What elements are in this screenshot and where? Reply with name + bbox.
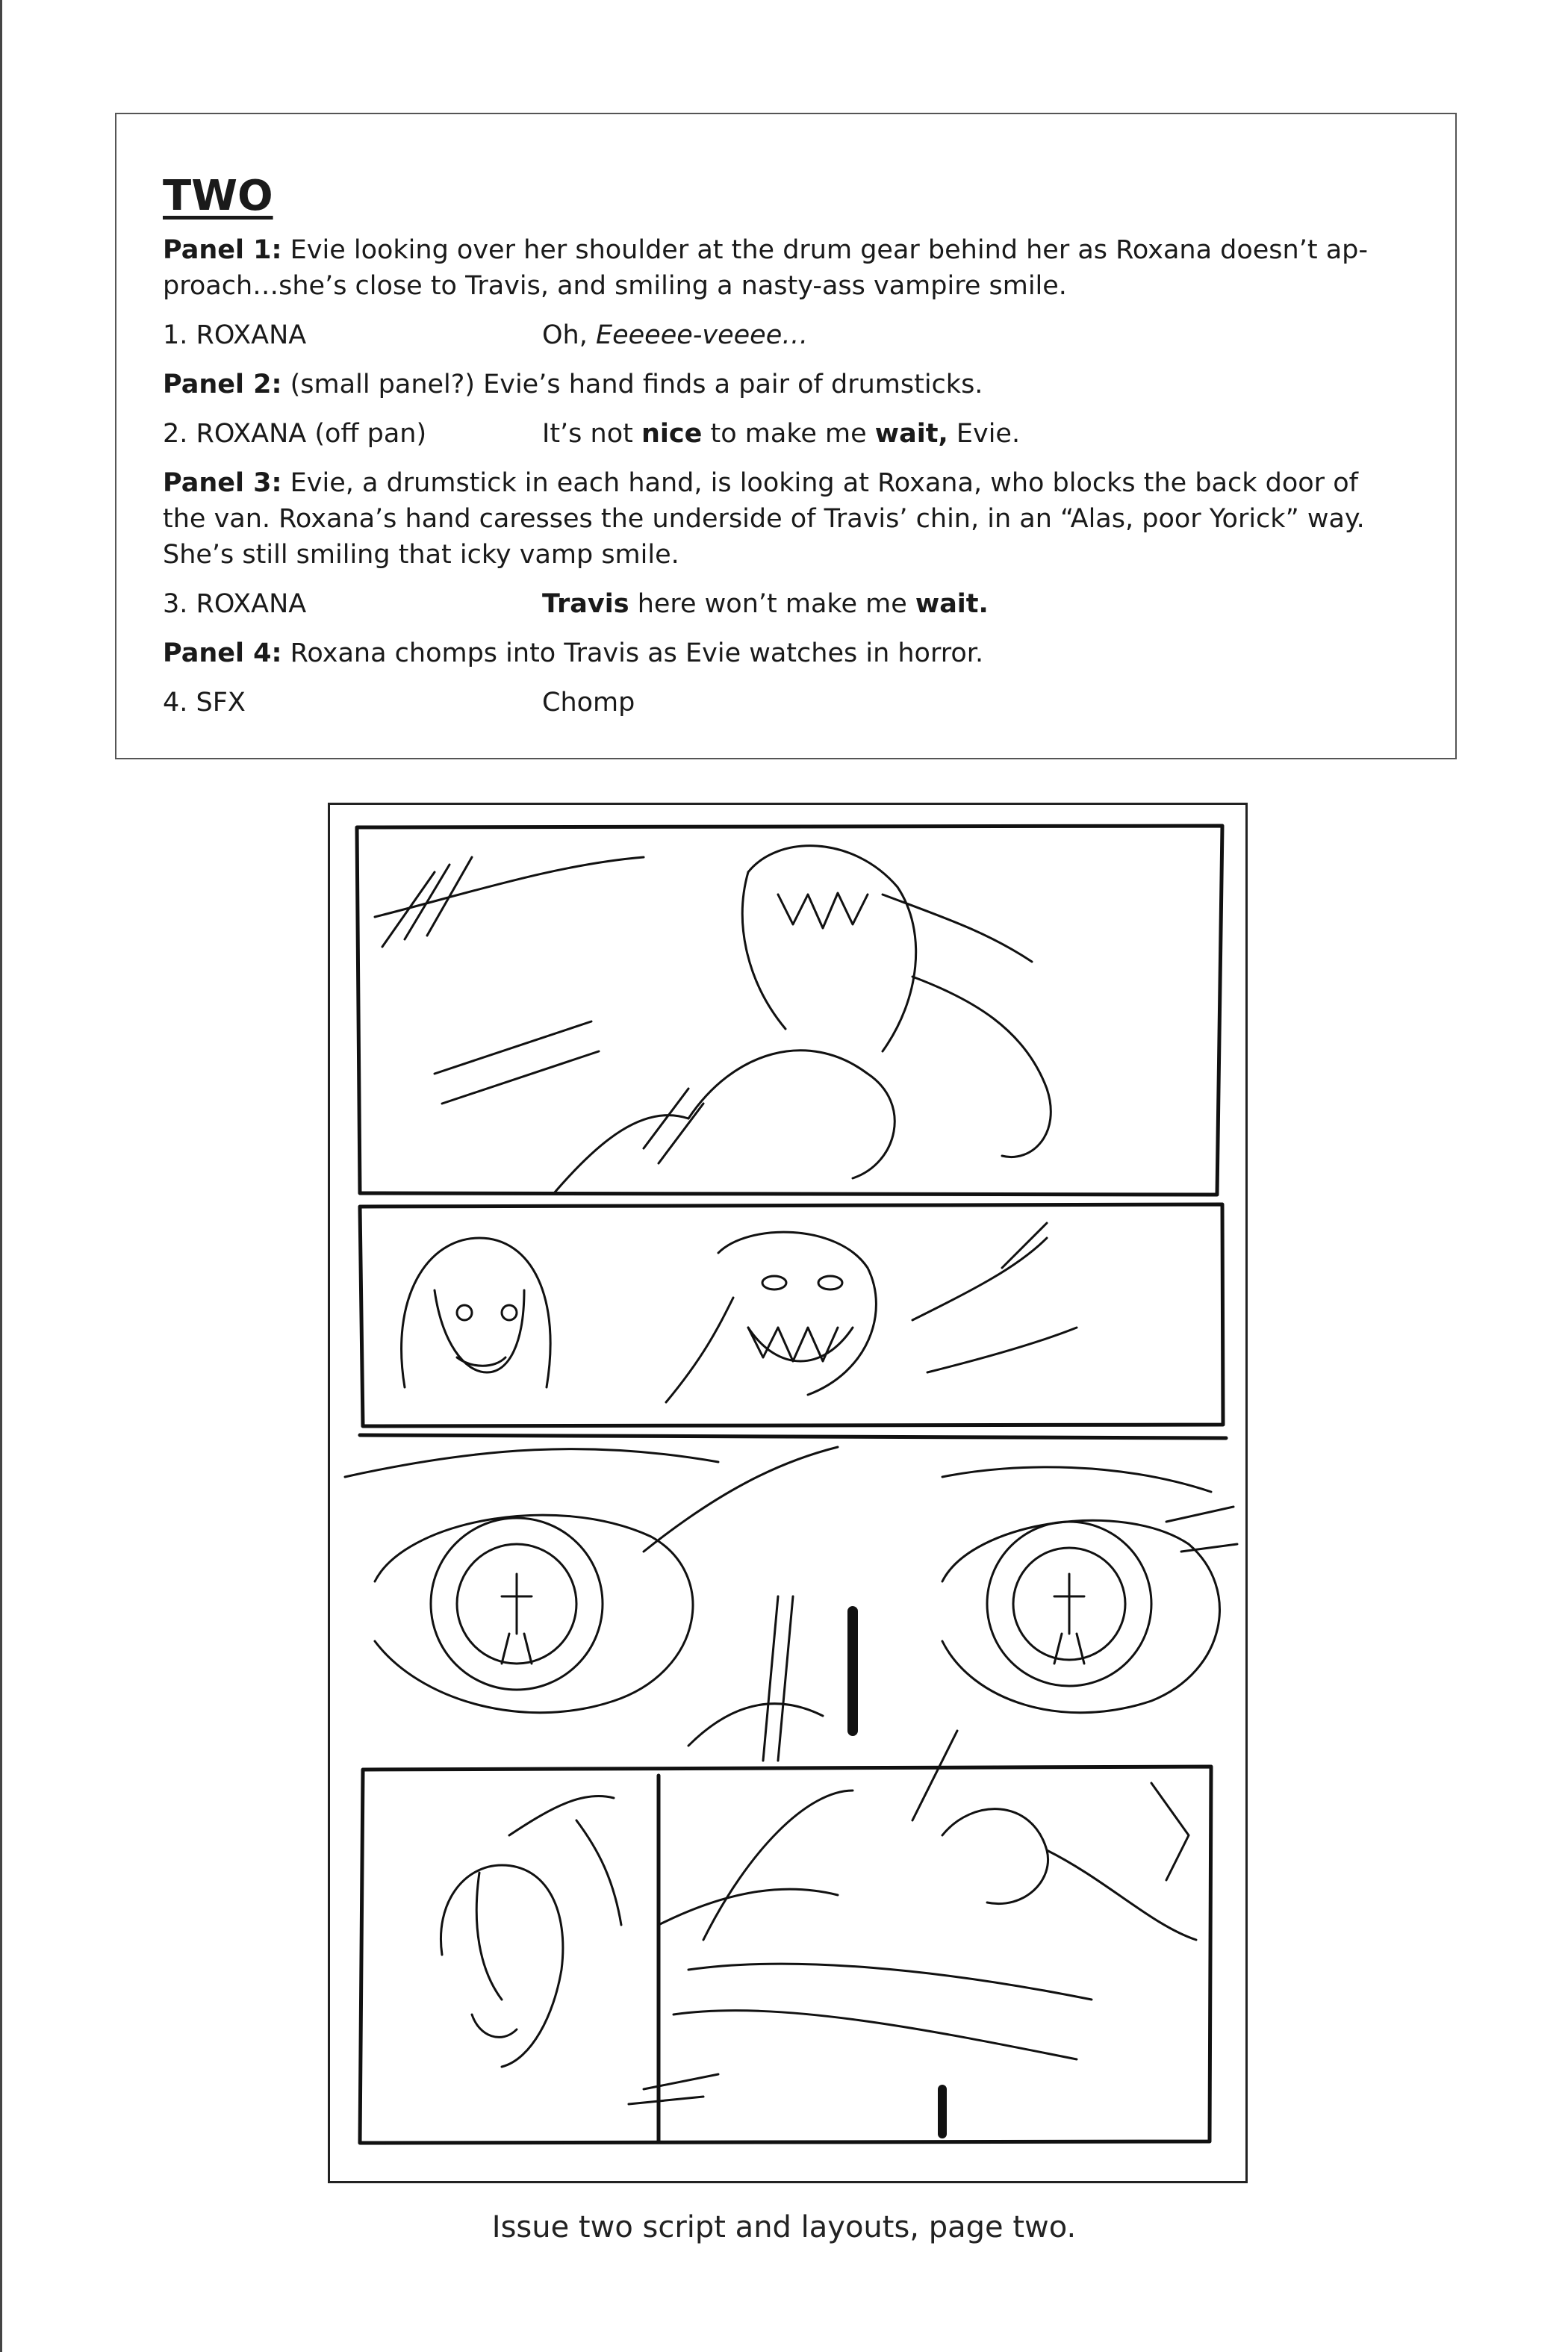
thumbnail-sketch xyxy=(330,805,1250,2185)
panel-1-description xyxy=(163,232,1409,304)
dialog-1-italic: Eeeeee-veeee… xyxy=(595,320,809,350)
dialog-4-speaker: 4. SFX xyxy=(163,688,246,718)
panel-4-description xyxy=(163,635,1409,671)
panel-1-label: Panel 1: xyxy=(163,235,282,265)
dialog-2-bold-1: nice xyxy=(641,419,703,449)
dialog-1-line: Oh, Eeeeee-veeee… xyxy=(542,320,809,350)
panel-2-text: (small panel?) Evie’s hand finds a pair of drumsticks. xyxy=(281,370,983,399)
dialog-2 xyxy=(163,416,1409,452)
dialog-3 xyxy=(163,586,1409,622)
dialog-1-speaker: 1. ROXANA xyxy=(163,320,307,350)
script-box xyxy=(115,113,1457,759)
dialog-3-mid: here won’t make me xyxy=(629,589,915,619)
dialog-2-line xyxy=(542,416,1020,452)
dialog-3-bold-1: Travis xyxy=(542,589,629,619)
panel-2-description xyxy=(163,367,1409,402)
panel-2-sketch xyxy=(402,1223,1077,1402)
dialog-3-line xyxy=(542,586,989,622)
dialog-1 xyxy=(163,317,1409,353)
panel-3-description xyxy=(163,465,1409,573)
panel-3-text: Evie, a drumstick in each hand, is looking at Roxana, who blocks the back door of the van. Roxana’s hand caresses the underside of Travis’ chin, in an “Alas, poor Yorick” way. She’s still smiling that icky vamp smile. xyxy=(163,468,1365,570)
dialog-3-speaker: 3. ROXANA xyxy=(163,589,307,619)
layout-sketch-frame xyxy=(328,803,1248,2183)
dialog-3-bold-2: wait. xyxy=(915,589,989,619)
dialog-2-post: Evie. xyxy=(948,419,1021,449)
panel-2-label: Panel 2: xyxy=(163,370,282,399)
dialog-2-speaker: 2. ROXANA (off pan) xyxy=(163,419,427,449)
dialog-4 xyxy=(163,685,1409,721)
panel-borders xyxy=(357,826,1226,2143)
dialog-2-mid: to make me xyxy=(702,419,875,449)
page-caption: Issue two script and layouts, page two. xyxy=(491,2210,1077,2244)
panel-4-text: Roxana chomps into Travis as Evie watches in horror. xyxy=(281,638,984,668)
panel-3-label: Panel 3: xyxy=(163,468,282,498)
page-edge-rule xyxy=(0,0,2,2352)
dialog-2-bold-2: wait, xyxy=(874,419,948,449)
dialog-4-line: Chomp xyxy=(542,688,635,718)
panel-4-sketch xyxy=(441,1731,1196,2134)
panel-4-label: Panel 4: xyxy=(163,638,282,668)
panel-3-sketch xyxy=(345,1447,1237,1761)
script-title: TWO xyxy=(163,172,273,220)
dialog-2-pre: It’s not xyxy=(542,419,641,449)
panel-1-text: Evie looking over her shoulder at the drum gear behind her as Roxana doesn’t ap-proach…she’s close to Travis, and smiling a nasty-ass vampire smile. xyxy=(163,235,1368,301)
panel-1-sketch xyxy=(375,846,1051,1193)
